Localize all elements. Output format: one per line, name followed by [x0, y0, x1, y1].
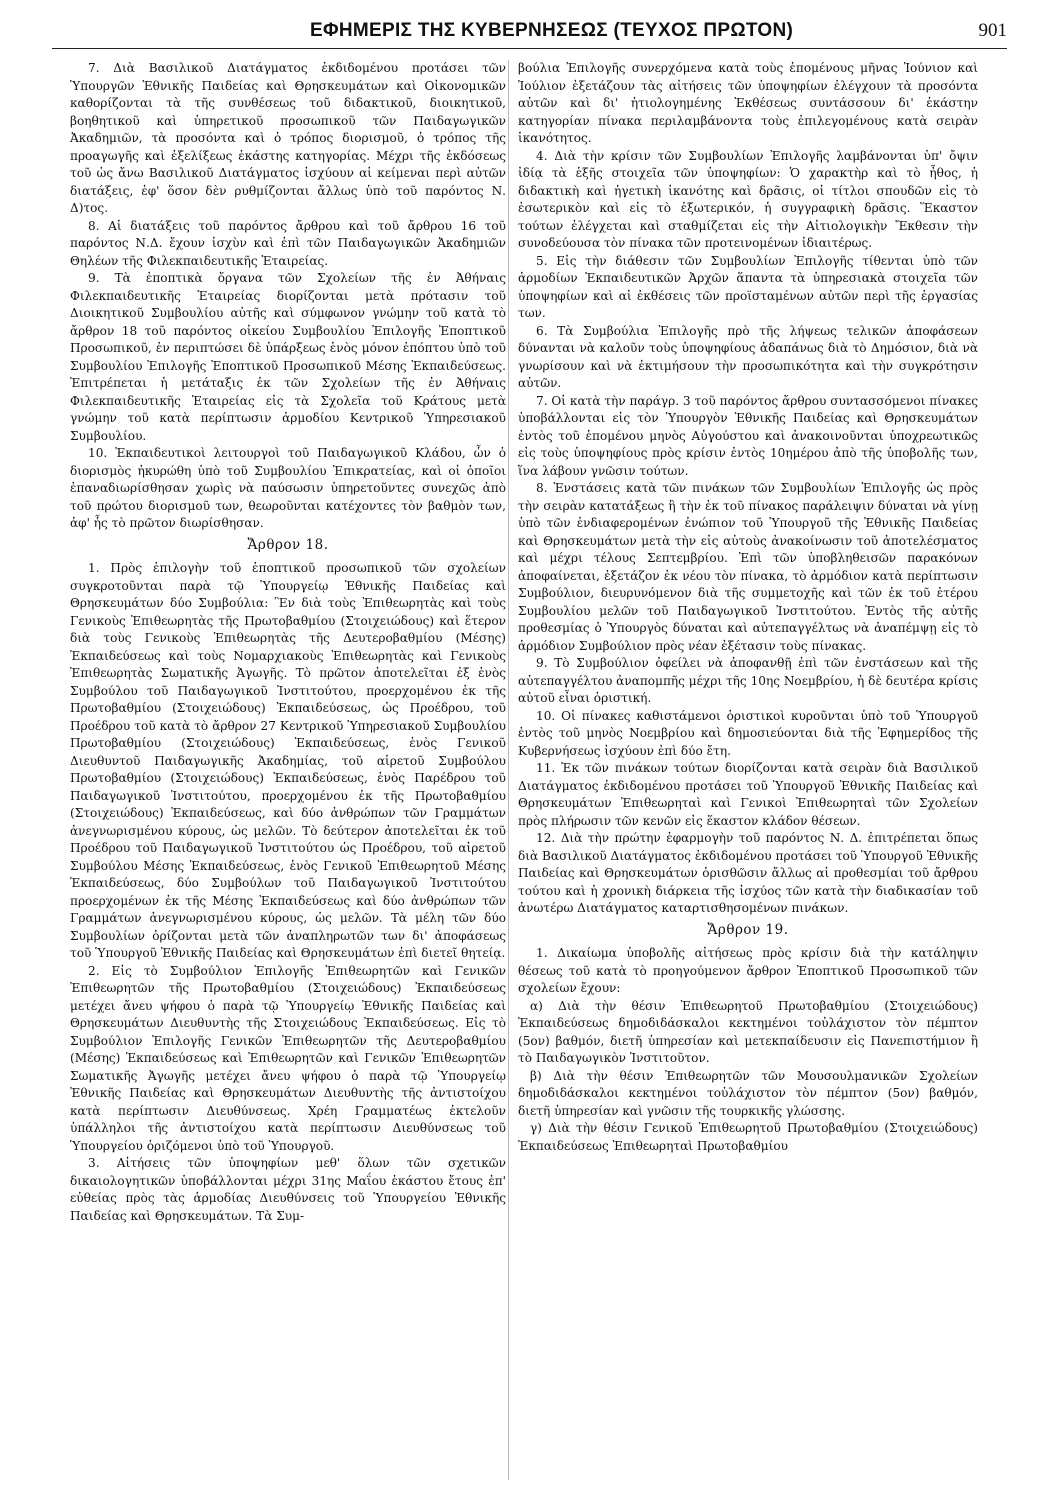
paragraph: 10. Ἐκπαιδευτικοὶ λειτουργοὶ τοῦ Παιδαγωγικοῦ Κλάδου, ὧν ὁ διορισμὸς ἠκυρώθη ὑπὸ τοῦ Συμβουλίου Ἐπικρατείας, καὶ οἱ ὁποῖοι ἐπαναδιωρίσθησαν χωρὶς νὰ παύσωσιν ὑπηρετοῦντες συνεχῶς ἀπὸ τοῦ πρώτου διορισμοῦ των, θεωροῦνται κατέχοντες τὸν βαθμὸν των, ἀφ' ἧς τὸ πρῶτον διωρίσθησαν.: [70, 446, 506, 530]
gazette-title: ΕΦΗΜΕΡΙΣ ΤΗΣ ΚΥΒΕΡΝΗΣΕΩΣ (ΤΕΥΧΟΣ ΠΡΩΤΟΝ): [310, 20, 794, 41]
paragraph: 7. Οἱ κατὰ τὴν παράγρ. 3 τοῦ παρόντος ἄρθρου συντασσόμενοι πίνακες ὑποβάλλονται εἰς τὸν Ὑπουργὸν Ἐθνικῆς Παιδείας καὶ Θρησκευμάτων ἐντὸς τοῦ ἑπομένου μηνὸς Αὐγούστου καὶ ἀνακοινοῦνται ὑποχρεωτικῶς εἰς τοὺς ὑποψηφίους πρὸς κρίσιν ἐντὸς 10ημέρου ἀπὸ τῆς ὑποβολῆς των, ἵνα λάβουν γνῶσιν τούτων.: [518, 393, 978, 478]
paragraph: 6. Τὰ Συμβούλια Ἐπιλογῆς πρὸ τῆς λήψεως τελικῶν ἀποφάσεων δύνανται νὰ καλοῦν τοὺς ὑποψηφίους ἀδαπάνως διὰ τὸ Δημόσιον, διὰ νὰ γνωρίσουν καὶ νὰ ἐκτιμήσουν τὴν προσωπικότητα καὶ τὴν συγκρότησιν αὐτῶν.: [518, 323, 978, 390]
paragraph: 8. Ἐνστάσεις κατὰ τῶν πινάκων τῶν Συμβουλίων Ἐπιλογῆς ὡς πρὸς τὴν σειρὰν κατατάξεως ἢ τὴν ἐκ τοῦ πίνακος παράλειψιν δύναται νὰ γίνῃ ὑπὸ τῶν ἐνδιαφερομένων ἐνώπιον τοῦ Ὑπουργοῦ τῆς Ἐθνικῆς Παιδείας καὶ Θρησκευμάτων μετὰ τὴν εἰς αὐτοὺς ἀνακοίνωσιν τοῦ ἀποτελέσματος καὶ μέχρι τέλους Σεπτεμβρίου. Ἐπὶ τῶν ὑποβληθεισῶν παρακόνων ἀποφαίνεται, ἐξετάζον ἐκ νέου τὸν πίνακα, τὸ ἁρμόδιον κατὰ περίπτωσιν Συμβούλιον, διευρυνόμενον διὰ τῆς συμμετοχῆς καὶ τῶν ἐκ τοῦ ἑτέρου Συμβουλίου μελῶν τοῦ Παιδαγωγικοῦ Ἰνστιτούτου. Ἐντὸς τῆς αὐτῆς προθεσμίας ὁ Ὑπουργὸς δύναται καὶ αὐτεπαγγέλτως νὰ ἀναπέμψῃ εἰς τὸ ἁρμόδιον Συμβούλιον πρὸς νέαν ἐξέτασιν τοὺς πίνακας.: [518, 481, 978, 653]
paragraph: 1. Πρὸς ἐπιλογὴν τοῦ ἐποπτικοῦ προσωπικοῦ τῶν σχολείων συγκροτοῦνται παρὰ τῷ Ὑπουργείῳ Ἐθνικῆς Παιδείας καὶ Θρησκευμάτων δύο Συμβούλια: Ἓν διὰ τοὺς Ἐπιθεωρητὰς καὶ τοὺς Γενικοὺς Ἐπιθεωρητὰς τῆς Πρωτοβαθμίου (Στοιχειώδους) καὶ ἕτερον διὰ τοὺς Γενικοὺς Ἐπιθεωρητὰς τῆς Δευτεροβαθμίου (Μέσης) Ἐκπαιδεύσεως καὶ τοὺς Νομαρχιακοὺς Ἐπιθεωρητὰς καὶ Γενικοὺς Ἐπιθεωρητὰς Σωματικῆς Ἀγωγῆς. Τὸ πρῶτον ἀποτελεῖται ἐξ ἑνὸς Συμβούλου τοῦ Παιδαγωγικοῦ Ἰνστιτούτου, προερχομένου ἐκ τῆς Πρωτοβαθμίου (Στοιχειώδους) Ἐκπαιδεύσεως, ὡς Προέδρου, τοῦ Προέδρου τοῦ κατὰ τὸ ἄρθρον 27 Κεντρικοῦ Ὑπηρεσιακοῦ Συμβουλίου Πρωτοβαθμίου (Στοιχειώδους) Ἐκπαιδεύσεως, ἑνὸς Γενικοῦ Διευθυντοῦ Παιδαγωγικῆς Ἀκαδημίας, τοῦ αἱρετοῦ Συμβούλου Πρωτοβαθμίου (Στοιχειώδους) Ἐκπαιδεύσεως, ἑνὸς Παρέδρου τοῦ Παιδαγωγικοῦ Ἰνστιτούτου, προερχομένου ἐκ τῆς Πρωτοβαθμίου (Στοιχειώδους) Ἐκπαιδεύσεως, καὶ δύο ἀνθρώπων τῶν Γραμμάτων ἀνεγνωρισμένου κύρους, ὡς μελῶν. Τὸ δεύτερον ἀποτελεῖται ἐκ τοῦ Προέδρου τοῦ Παιδαγωγικοῦ Ἰνστιτούτου ὡς Προέδρου, τοῦ αἱρετοῦ Συμβούλου Μέσης Ἐκπαιδεύσεως, ἑνὸς Γενικοῦ Ἐπιθεωρητοῦ Μέσης Ἐκπαιδεύσεως, δύο Συμβούλων τοῦ Παιδαγωγικοῦ Ἰνστιτούτου προερχομένων ἐκ τῆς Μέσης Ἐκπαιδεύσεως καὶ δύο ἀνθρώπων τῶν Γραμμάτων ἀνεγνωρισμένου κύρους, ὡς μελῶν. Τὰ μέλη τῶν δύο Συμβουλίων ὁρίζονται μετὰ τῶν ἀναπληρωτῶν των δι' ἀποφάσεως τοῦ Ὑπουργοῦ Ἐθνικῆς Παιδείας καὶ Θρησκευμάτων ἐπὶ διετεῖ θητείᾳ.: [70, 561, 506, 960]
paragraph: 3. Αἰτήσεις τῶν ὑποψηφίων μεθ' ὅλων τῶν σχετικῶν δικαιολογητικῶν ὑποβάλλονται μέχρι 31ης Μαΐου ἑκάστου ἔτους ἐπ' εὐθείας πρὸς τὰς ἁρμοδίας Διευθύνσεις τοῦ Ὑπουργείου Ἐθνικῆς Παιδείας καὶ Θρησκευμάτων. Τὰ Συμ-: [70, 1156, 506, 1223]
paragraph: βούλια Ἐπιλογῆς συνερχόμενα κατὰ τοὺς ἑπομένους μῆνας Ἰούνιον καὶ Ἰούλιον ἐξετάζουν τὰς αἰτήσεις τῶν ὑποψηφίων ἐλέγχουν τὰ προσόντα αὐτῶν καὶ δι' ἠτιολογημένης Ἐκθέσεως συντάσσουν δι' ἑκάστην κατηγορίαν πίνακα περιλαμβάνοντα τοὺς ἐπιλεγομένους κατὰ σειρὰν ἱκανότητος.: [518, 61, 978, 145]
paragraph: 9. Τὸ Συμβούλιον ὀφείλει νὰ ἀποφανθῇ ἐπὶ τῶν ἐνστάσεων καὶ τῆς αὐτεπαγγέλτου ἀναπομπῆς μέχρι τῆς 10ης Νοεμβρίου, ἡ δὲ δευτέρα κρίσις αὐτοῦ εἶναι ὁριστική.: [518, 656, 978, 705]
paragraph: 2. Εἰς τὸ Συμβούλιον Ἐπιλογῆς Ἐπιθεωρητῶν καὶ Γενικῶν Ἐπιθεωρητῶν τῆς Πρωτοβαθμίου (Στοιχειώδους) Ἐκπαιδεύσεως μετέχει ἄνευ ψήφου ὁ παρὰ τῷ Ὑπουργείῳ Ἐθνικῆς Παιδείας καὶ Θρησκευμάτων Διευθυντὴς τῆς Στοιχειώδους Ἐκπαιδεύσεως. Εἰς τὸ Συμβούλιον Ἐπιλογῆς Γενικῶν Ἐπιθεωρητῶν τῆς Δευτεροβαθμίου (Μέσης) Ἐκπαιδεύσεως καὶ Ἐπιθεωρητῶν καὶ Γενικῶν Ἐπιθεωρητῶν Σωματικῆς Ἀγωγῆς μετέχει ἄνευ ψήφου ὁ παρὰ τῷ Ὑπουργείῳ Ἐθνικῆς Παιδείας καὶ Θρησκευμάτων Διευθυντὴς τῆς ἀντιστοίχου κατὰ περίπτωσιν Διευθύνσεως. Χρέη Γραμματέως ἐκτελοῦν ὑπάλληλοι τῆς ἀντιστοίχου κατὰ περίπτωσιν Διευθύνσεως τοῦ Ὑπουργείου ὁριζόμενοι ὑπὸ τοῦ Ὑπουργοῦ.: [70, 963, 506, 1153]
paragraph: 9. Τὰ ἐποπτικὰ ὄργανα τῶν Σχολείων τῆς ἐν Ἀθήναις Φιλεκπαιδευτικῆς Ἑταιρείας διορίζονται μετὰ πρότασιν τοῦ Διοικητικοῦ Συμβουλίου αὐτῆς καὶ σύμφωνον γνώμην τοῦ κατὰ τὸ ἄρθρον 18 τοῦ παρόντος οἰκείου Συμβουλίου Ἐπιλογῆς Ἐποπτικοῦ Προσωπικοῦ, ἐν περιπτώσει δὲ ὑπάρξεως ἑνὸς μόνον ἐπόπτου ὑπὸ τοῦ Συμβουλίου Ἐπιλογῆς Ἐποπτικοῦ Προσωπικοῦ Μέσης Ἐκπαιδεύσεως. Ἐπιτρέπεται ἡ μετάταξις ἐκ τῶν Σχολείων τῆς ἐν Ἀθήναις Φιλεκπαιδευτικῆς Ἑταιρείας εἰς τὰ Σχολεῖα τοῦ Κράτους μετὰ γνώμην τοῦ κατὰ περίπτωσιν ἁρμοδίου Κεντρικοῦ Ὑπηρεσιακοῦ Συμβουλίου.: [70, 271, 506, 443]
article-heading: Ἄρθρον 19.: [707, 921, 789, 938]
right-column: [518, 60, 978, 1155]
paragraph: 1. Δικαίωμα ὑποβολῆς αἰτήσεως πρὸς κρίσιν διὰ τὴν κατάληψιν θέσεως τοῦ κατὰ τὸ προηγούμενον ἄρθρον Ἐποπτικοῦ Προσωπικοῦ τῶν σχολείων ἔχουν:: [518, 946, 978, 995]
page-number: 901: [978, 20, 1007, 41]
left-column: [70, 60, 506, 1225]
paragraph: γ) Διὰ τὴν θέσιν Γενικοῦ Ἐπιθεωρητοῦ Πρωτοβαθμίου (Στοιχειώδους) Ἐκπαιδεύσεως Ἐπιθεωρηταὶ Πρωτοβαθμίου: [518, 1121, 978, 1153]
paragraph: 10. Οἱ πίνακες καθιστάμενοι ὁριστικοὶ κυροῦνται ὑπὸ τοῦ Ὑπουργοῦ ἐντὸς τοῦ μηνὸς Νοεμβρίου καὶ δημοσιεύονται διὰ τῆς Ἐφημερίδος τῆς Κυβερνήσεως ἰσχύουν ἐπὶ δύο ἔτη.: [518, 708, 978, 758]
article-heading: Ἄρθρον 18.: [247, 536, 329, 553]
paragraph: 7. Διὰ Βασιλικοῦ Διατάγματος ἐκδιδομένου προτάσει τῶν Ὑπουργῶν Ἐθνικῆς Παιδείας καὶ Θρησκευμάτων καὶ Οἰκονομικῶν καθορίζονται τὰ τῆς συνθέσεως τοῦ διδακτικοῦ, διοικητικοῦ, βοηθητικοῦ καὶ ὑπηρετικοῦ προσωπικοῦ τῶν Παιδαγωγικῶν Ἀκαδημιῶν, τὰ προσόντα καὶ ὁ τρόπος διορισμοῦ, ὁ τρόπος τῆς προαγωγῆς καὶ ἐξελίξεως ἑκάστης κατηγορίας. Μέχρι τῆς ἐκδόσεως τοῦ ὡς ἄνω Βασιλικοῦ Διατάγματος ἰσχύουν αἱ κείμεναι περὶ αὐτῶν διατάξεις, ἐφ' ὅσον δὲν ρυθμίζονται ἄλλως ὑπὸ τοῦ παρόντος Ν. Δ)τος.: [70, 61, 506, 215]
paragraph: α) Διὰ τὴν θέσιν Ἐπιθεωρητοῦ Πρωτοβαθμίου (Στοιχειώδους) Ἐκπαιδεύσεως δημοδιδάσκαλοι κεκτημένοι τοὐλάχιστον τὸν πέμπτον (5ον) βαθμόν, διετῆ ὑπηρεσίαν καὶ μετεκπαίδευσιν εἰς Πανεπιστήμιον ἢ τὸ Παιδαγωγικὸν Ἰνστιτοῦτον.: [518, 998, 978, 1065]
paragraph: 5. Εἰς τὴν διάθεσιν τῶν Συμβουλίων Ἐπιλογῆς τίθενται ὑπὸ τῶν ἁρμοδίων Ἐκπαιδευτικῶν Ἀρχῶν ἅπαντα τὰ ὑπηρεσιακὰ στοιχεῖα τῶν ὑποψηφίων καὶ αἱ ἐκθέσεις τῶν προϊσταμένων αὐτῶν περὶ τῆς ἐργασίας των.: [518, 253, 978, 320]
column-divider: [508, 60, 509, 1480]
paragraph: β) Διὰ τὴν θέσιν Ἐπιθεωρητῶν τῶν Μουσουλμανικῶν Σχολείων δημοδιδάσκαλοι κεκτημένοι τοὐλάχιστον τὸν πέμπτον (5ον) βαθμόν, διετῆ ὑπηρεσίαν καὶ γνῶσιν τῆς τουρκικῆς γλώσσης.: [518, 1068, 978, 1118]
paragraph: 12. Διὰ τὴν πρώτην ἐφαρμογὴν τοῦ παρόντος Ν. Δ. ἐπιτρέπεται ὅπως διὰ Βασιλικοῦ Διατάγματος ἐκδιδομένου προτάσει τοῦ Ὑπουργοῦ Ἐθνικῆς Παιδείας καὶ Θρησκευμάτων ὁρισθῶσιν ἄλλως αἱ προθεσμίαι τοῦ ἄρθρου τούτου καὶ ἡ χρονικὴ διάρκεια τῆς ἰσχύος τῶν κατὰ τὴν διαδικασίαν τοῦ ἀνωτέρω Διατάγματος καταρτισθησομένων πινάκων.: [518, 831, 978, 915]
page-header: [52, 18, 1007, 49]
paragraph: 4. Διὰ τὴν κρίσιν τῶν Συμβουλίων Ἐπιλογῆς λαμβάνονται ὑπ' ὄψιν ἰδίᾳ τὰ ἑξῆς στοιχεῖα τῶν ὑποψηφίων: Ὁ χαρακτὴρ καὶ τὸ ἦθος, ἡ διδακτικὴ καὶ ἡγετικὴ ἱκανότης καὶ δρᾶσις, οἱ τίτλοι σπουδῶν εἰς τὸ ἐσωτερικὸν καὶ εἰς τὸ ἐξωτερικόν, ἡ συγγραφικὴ δρᾶσις. Ἕκαστον τούτων ἐλέγχεται καὶ σταθμίζεται εἰς τὴν Αἰτιολογικὴν Ἔκθεσιν τὴν συνοδεύουσα τὸν πίνακα τῶν προτεινομένων ἰδιαιτέρως.: [518, 148, 978, 250]
paragraph: 8. Αἱ διατάξεις τοῦ παρόντος ἄρθρου καὶ τοῦ ἄρθρου 16 τοῦ παρόντος Ν.Δ. ἔχουν ἰσχὺν καὶ ἐπὶ τῶν Παιδαγωγικῶν Ἀκαδημιῶν Θηλέων τῆς Φιλεκπαιδευτικῆς Ἑταιρείας.: [70, 218, 506, 268]
paragraph: 11. Ἐκ τῶν πινάκων τούτων διορίζονται κατὰ σειρὰν διὰ Βασιλικοῦ Διατάγματος ἐκδιδομένου προτάσει τοῦ Ὑπουργοῦ Ἐθνικῆς Παιδείας καὶ Θρησκευμάτων Ἐπιθεωρηταὶ καὶ Γενικοὶ Ἐπιθεωρηταὶ τῶν Σχολείων πρὸς πλήρωσιν τῶν κενῶν εἰς ἕκαστον κλάδον θέσεων.: [518, 761, 978, 828]
